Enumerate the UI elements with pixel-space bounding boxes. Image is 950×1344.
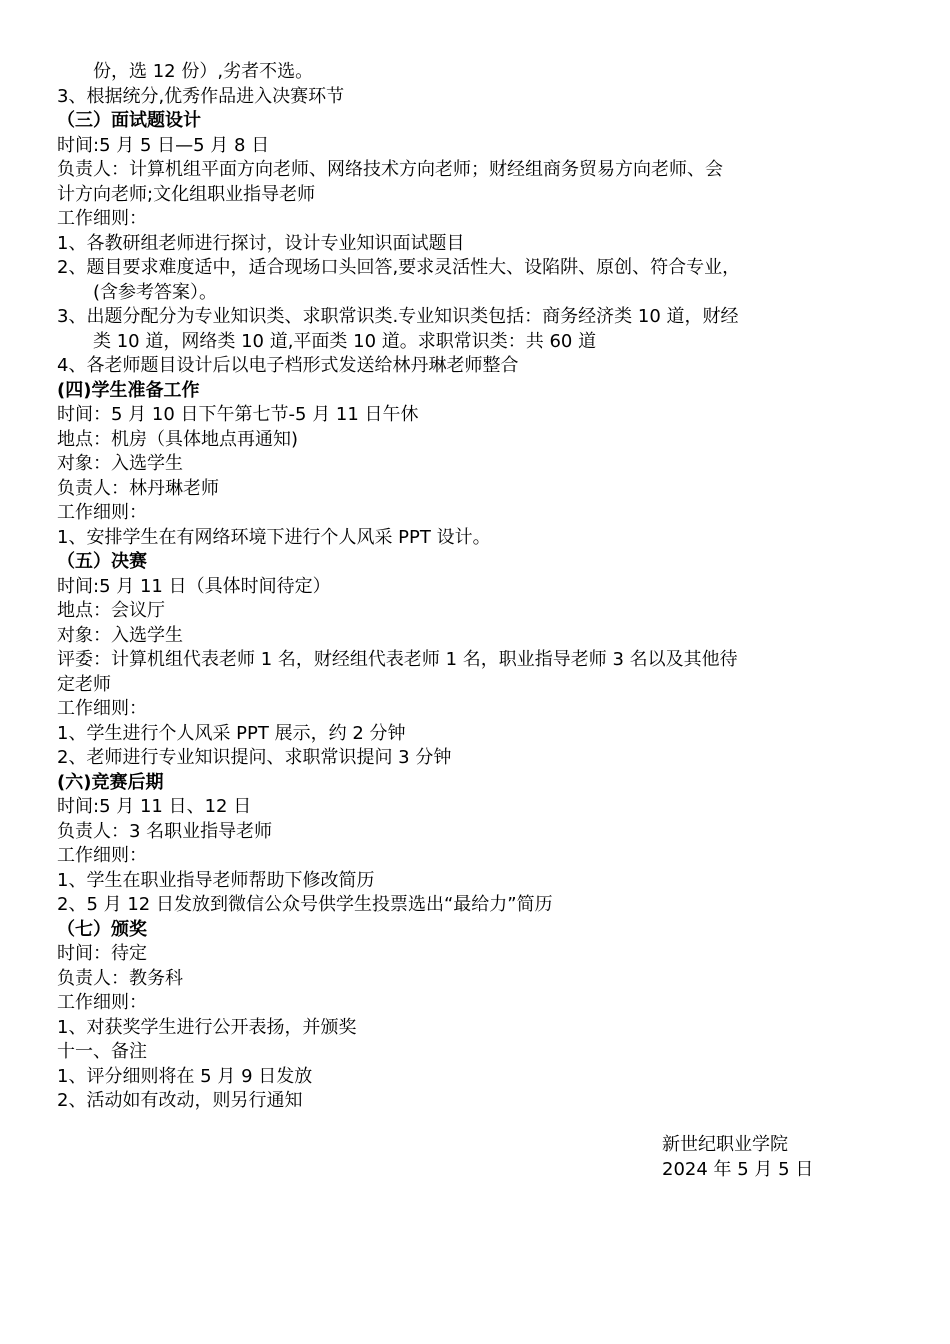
text-line: 时间：待定 bbox=[57, 943, 147, 964]
text-line: 时间:5 月 5 日—5 月 8 日 bbox=[57, 134, 270, 156]
signature-block bbox=[662, 1132, 902, 1182]
text-line: 定老师 bbox=[57, 673, 111, 695]
text-line: 工作细则： bbox=[57, 992, 147, 1013]
section-heading: （三）面试题设计 bbox=[57, 110, 201, 131]
text-line: 对象：入选学生 bbox=[57, 453, 183, 474]
section-heading: （七）颁奖 bbox=[57, 918, 147, 940]
text-line: 地点：会议厅 bbox=[57, 600, 165, 621]
section-heading: （五）决赛 bbox=[57, 551, 147, 572]
text-line: 负责人：教务科 bbox=[57, 967, 183, 989]
text-line: 负责人：计算机组平面方向老师、网络技术方向老师；财经组商务贸易方向老师、会 bbox=[57, 159, 723, 180]
text-line: 工作细则： bbox=[57, 845, 147, 866]
text-line: 评委：计算机组代表老师 1 名，财经组代表老师 1 名，职业指导老师 3 名以及其他待 bbox=[57, 649, 738, 670]
text-line: 1、对获奖学生进行公开表扬，并颁奖 bbox=[57, 1016, 357, 1038]
text-line: 十一、备注 bbox=[57, 1041, 147, 1062]
text-line: 3、出题分配分为专业知识类、求职常识类.专业知识类包括：商务经济类 10 道，财经 bbox=[57, 306, 739, 327]
section-heading: (六)竞赛后期 bbox=[57, 771, 164, 793]
text-line: 负责人：林丹琳老师 bbox=[57, 477, 219, 499]
signature-date: 2024 年 5 月 5 日 bbox=[662, 1159, 814, 1180]
text-line: 2、题目要求难度适中，适合现场口头回答,要求灵活性大、设陷阱、原创、符合专业， bbox=[57, 257, 741, 278]
text-line: 工作细则： bbox=[57, 502, 147, 523]
text-line: 份，选 12 份）,劣者不选。 bbox=[93, 61, 314, 82]
text-line: (含参考答案）。 bbox=[93, 281, 218, 303]
text-line: 对象：入选学生 bbox=[57, 624, 183, 646]
text-line: 1、安排学生在有网络环境下进行个人风采 PPT 设计。 bbox=[57, 526, 491, 548]
text-line: 地点：机房（具体地点再通知) bbox=[57, 428, 299, 450]
text-line: 计方向老师;文化组职业指导老师 bbox=[57, 183, 316, 205]
text-line: 2、5 月 12 日发放到微信公众号供学生投票选出“最给力”简历 bbox=[57, 894, 553, 915]
text-line: 时间：5 月 10 日下午第七节-5 月 11 日午休 bbox=[57, 404, 419, 425]
text-line: 时间:5 月 11 日（具体时间待定） bbox=[57, 575, 331, 597]
text-line: 时间:5 月 11 日、12 日 bbox=[57, 796, 252, 817]
text-line: 负责人：3 名职业指导老师 bbox=[57, 820, 273, 842]
text-line: 3、根据统分,优秀作品进入决赛环节 bbox=[57, 85, 345, 107]
section-heading: (四)学生准备工作 bbox=[57, 379, 200, 401]
text-line: 1、学生在职业指导老师帮助下修改简历 bbox=[57, 869, 375, 891]
text-line: 工作细则： bbox=[57, 208, 147, 229]
text-line: 1、学生进行个人风采 PPT 展示，约 2 分钟 bbox=[57, 722, 406, 744]
text-line: 4、各老师题目设计后以电子档形式发送给林丹琳老师整合 bbox=[57, 355, 519, 376]
text-line: 1、评分细则将在 5 月 9 日发放 bbox=[57, 1065, 313, 1087]
document-body bbox=[57, 60, 907, 1114]
text-line: 类 10 道，网络类 10 道,平面类 10 道。求职常识类：共 60 道 bbox=[93, 330, 597, 352]
text-line: 2、老师进行专业知识提问、求职常识提问 3 分钟 bbox=[57, 747, 452, 768]
text-line: 2、活动如有改动，则另行通知 bbox=[57, 1090, 303, 1111]
text-line: 1、各教研组老师进行探讨，设计专业知识面试题目 bbox=[57, 232, 465, 254]
signature-org: 新世纪职业学院 bbox=[662, 1134, 788, 1155]
text-line: 工作细则： bbox=[57, 698, 147, 719]
